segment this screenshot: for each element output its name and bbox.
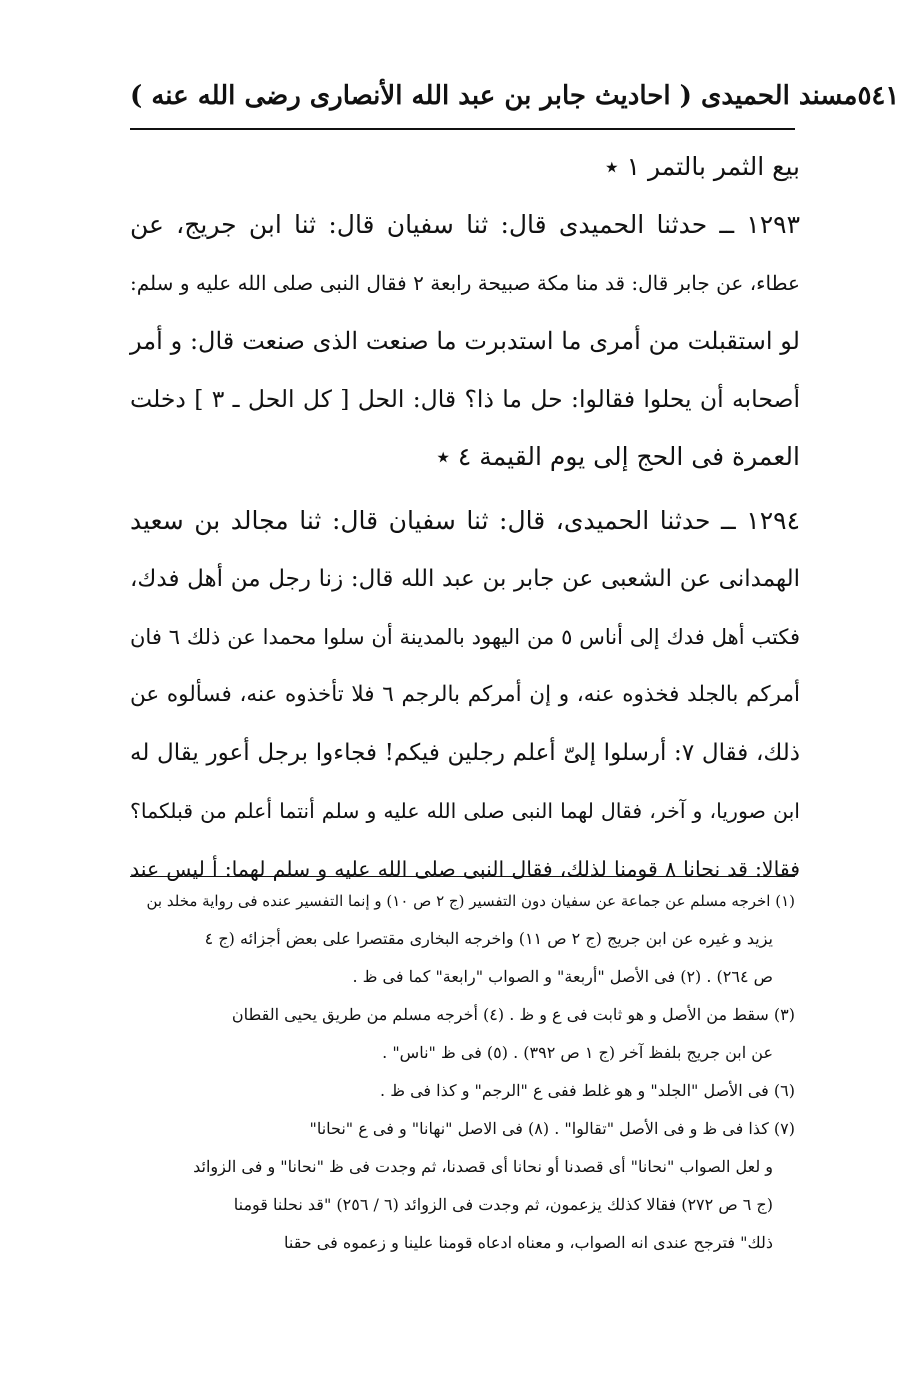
footnote-rule	[130, 876, 795, 877]
text-line: لو استقبلت من أمرى ما استدبرت ما صنعت الذى صنعت قال: و أمر	[130, 327, 800, 355]
footnote-line: (ج ٦ ص ٢٧٢) فقالا كذلك يزعمون، ثم وجدت فى الزوائد (٦ / ٢٥٦) "قد نحلنا قومنا	[233, 1195, 773, 1214]
text-line: العمرة فى الحج إلى يوم القيمة ٤ ٭	[436, 442, 800, 471]
footnote-line: (١) اخرجه مسلم عن جماعة عن سفيان دون التفسير (ج ٢ ص ١٠) و إنما التفسير عنده فى رواية مخلد بن	[146, 892, 795, 910]
text-line: عطاء، عن جابر قال: قد منا مكة صبيحة رابعة ٢ فقال النبى صلى الله عليه و سلم:	[130, 271, 800, 295]
footnote-line: (٧) كذا فى ظ و فى الأصل "تقالوا" . (٨) فى الاصل "نهانا" و فى ع "نحانا"	[309, 1119, 795, 1138]
footnote-line: ص ٢٦٤) . (٢) فى الأصل "أربعة" و الصواب "رابعة" كما فى ظ .	[352, 967, 773, 986]
footnote-line: ذلك" فترجح عندى انه الصواب، و معناه ادعاه قومنا علينا و زعموه فى حقنا	[284, 1233, 773, 1252]
header-rule	[130, 128, 795, 130]
main-text	[130, 138, 800, 898]
hadith-1293-heading-line: ١٢٩٣ ــ حدثنا الحميدى قال: ثنا سفيان قال: ثنا ابن جريج، عن	[130, 210, 800, 239]
footnote-line: يزيد و غيره عن ابن جريج (ج ٢ ص ١١) واخرجه البخارى مقتصرا على بعض أجزائه (ج ٤	[204, 929, 773, 948]
footnote-line: (٦) فى الأصل "الجلد" و هو غلط ففى ع "الرجم" و كذا فى ظ .	[380, 1081, 795, 1100]
header-title: مسند الحميدى ( احاديث جابر بن عبد الله الأنصارى رضى الله عنه )	[130, 81, 858, 111]
text-line: الهمدانى عن الشعبى عن جابر بن عبد الله قال: زنا رجل من أهل فدك،	[130, 566, 800, 592]
text-line: أمركم بالجلد فخذوه عنه، و إن أمركم بالرجم ٦ فلا تأخذوه عنه، فسألوه عن	[130, 682, 800, 707]
text-line: بيع الثمر بالتمر ١ ٭	[604, 152, 800, 181]
text-line: أصحابه أن يحلوا فقالوا: حل ما ذا؟ قال: الحل [ كل الحل ـ ٣ ] دخلت	[130, 385, 800, 413]
footnote-line: و لعل الصواب "نحانا" أى قصدنا أو نحانا أى قصدنا، ثم وجدت فى ظ "نحانا" و فى الزوائد	[193, 1157, 773, 1176]
text-line: فقالا: قد نحانا ٨ قومنا لذلك، فقال النبى صلى الله عليه و سلم لهما: أ ليس عند	[130, 857, 800, 881]
footnote-line: (٣) سقط من الأصل و هو ثابت فى ع و ظ . (٤) أخرجه مسلم من طريق يحيى القطان	[231, 1005, 795, 1024]
text-line: فكتب أهل فدك إلى أناس ٥ من اليهود بالمدينة أن سلوا محمدا عن ذلك ٦ فان	[130, 625, 800, 649]
footnote-line: عن ابن جريج بلفظ آخر (ج ١ ص ٣٩٢) . (٥) فى ظ "ناس" .	[382, 1043, 773, 1062]
text-line: ابن صوريا، و آخر، فقال لهما النبى صلى الله عليه و سلم أنتما أعلم من قبلكما؟	[130, 799, 800, 823]
page-number: ٥٤١	[857, 81, 899, 111]
running-header	[130, 72, 899, 120]
text-line: ذلك، فقال ٧: أرسلوا إلىّ أعلم رجلين فيكم! فجاءوا برجل أعور يقال له	[130, 740, 801, 766]
footnotes	[130, 882, 795, 1262]
hadith-1294-heading-line: ١٢٩٤ ــ حدثنا الحميدى، قال: ثنا سفيان قال: ثنا مجالد بن سعيد	[130, 506, 800, 535]
